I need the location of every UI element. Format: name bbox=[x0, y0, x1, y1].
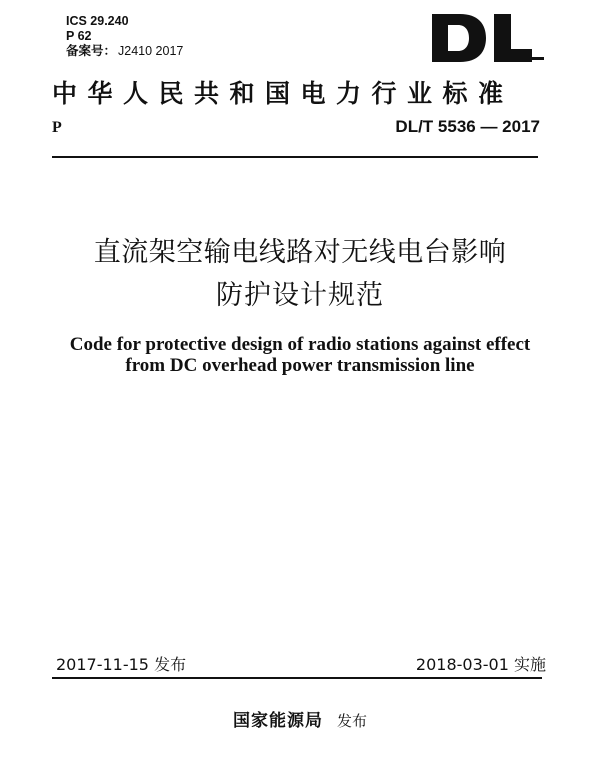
publisher bbox=[0, 706, 600, 731]
footer-divider bbox=[52, 677, 542, 679]
issue-date: 2017-11-15 发布 bbox=[56, 655, 187, 674]
dl-logo-letter-l bbox=[494, 14, 532, 62]
standard-type: 中华人民共和国电力行业标准 bbox=[52, 79, 514, 108]
ics-code: ICS 29.240 bbox=[66, 14, 129, 28]
title-english-line-2: from DC overhead power transmission line bbox=[125, 355, 475, 376]
record-number-label: 备案号： bbox=[66, 44, 117, 58]
publisher-name: 国家能源局 bbox=[232, 711, 323, 731]
dl-logo bbox=[432, 14, 544, 62]
dl-logo-letter-d bbox=[432, 14, 486, 62]
title-chinese-line-1: 直流架空输电线路对无线电台影响 bbox=[93, 237, 507, 268]
dl-logo-bar bbox=[532, 57, 544, 60]
title-english-line-1: Code for protective design of radio stations against effect bbox=[69, 334, 531, 355]
effective-date: 2018-03-01 实施 bbox=[415, 655, 546, 674]
record-number bbox=[66, 44, 183, 59]
header-divider bbox=[52, 156, 538, 158]
publish-verb: 发布 bbox=[336, 712, 367, 730]
standard-category: P bbox=[52, 119, 62, 136]
classification-code: P 62 bbox=[66, 29, 92, 43]
record-number-value: J2410 2017 bbox=[118, 44, 184, 58]
title-chinese-line-2: 防护设计规范 bbox=[216, 280, 384, 311]
standard-number: DL/T 5536 — 2017 bbox=[395, 117, 540, 136]
